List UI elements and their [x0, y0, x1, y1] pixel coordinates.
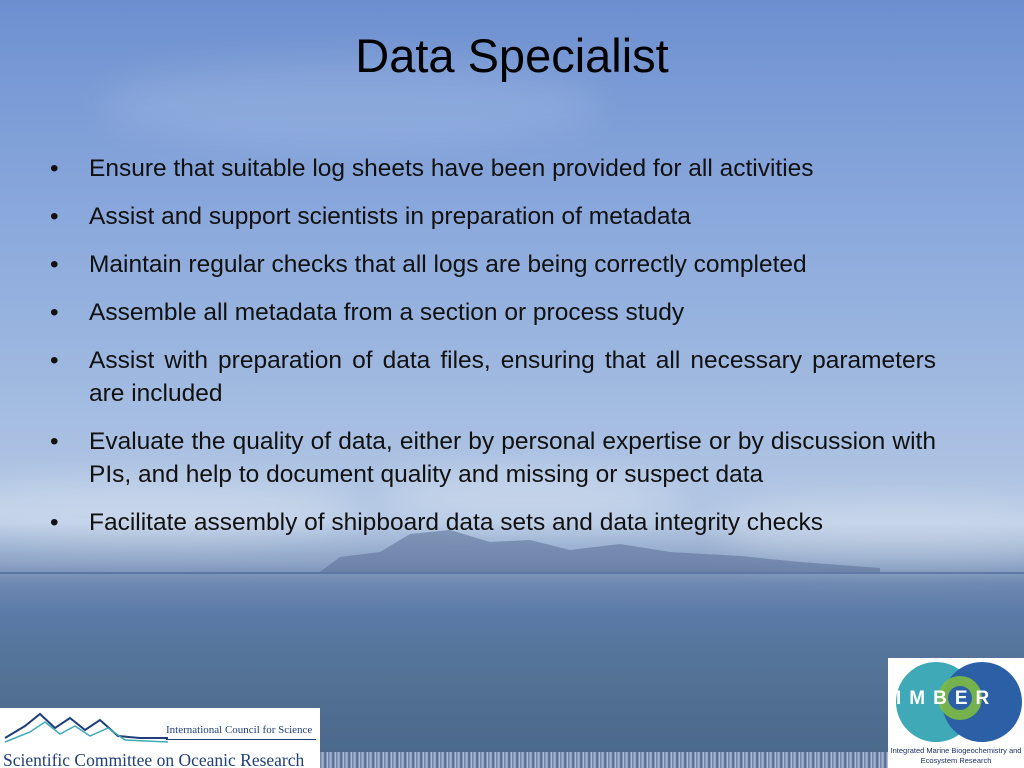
imber-letters: IMBER [896, 688, 998, 709]
bullet-dot: • [50, 203, 59, 230]
bullet-item [46, 344, 936, 410]
bullet-dot: • [50, 155, 59, 182]
scor-label: Scientific Committee on Oceanic Research [3, 750, 305, 768]
bullet-item [46, 152, 936, 185]
bullet-item [46, 506, 936, 539]
footer-strip [320, 752, 888, 768]
imber-logo [888, 658, 1024, 768]
bullet-dot: • [50, 251, 59, 278]
bullet-item [46, 296, 936, 329]
logo-divider [166, 739, 316, 740]
bullet-dot: • [50, 347, 59, 374]
bullet-dot: • [50, 428, 59, 455]
bullet-text: Assist and support scientists in preparation of metadata [89, 203, 691, 230]
mountain-wave-icon [0, 708, 170, 748]
bullet-item [46, 425, 936, 491]
horizon-line [0, 572, 1024, 574]
bullet-text: Ensure that suitable log sheets have been provided for all activities [89, 155, 814, 182]
imber-caption: Ecosystem Research [920, 756, 992, 765]
bullet-text: Assemble all metadata from a section or process study [89, 299, 685, 326]
scor-logo [0, 708, 320, 768]
bullet-item [46, 248, 936, 281]
icsu-label: International Council for Science [166, 724, 313, 736]
bullet-text: Maintain regular checks that all logs are being correctly completed [89, 251, 807, 278]
bullet-text: Assist with preparation of data files, ensuring that all necessary parameters are included [89, 347, 936, 407]
slide-title: Data Specialist [355, 29, 669, 82]
bullet-list [46, 152, 936, 554]
bullet-text: Evaluate the quality of data, either by personal expertise or by discussion with PIs, and help to document quality and missing or suspect data [89, 428, 936, 488]
bullet-dot: • [50, 299, 59, 326]
imber-caption: Integrated Marine Biogeochemistry and [890, 746, 1022, 755]
bullet-item [46, 200, 936, 233]
bullet-dot: • [50, 509, 59, 536]
bullet-text: Facilitate assembly of shipboard data sets and data integrity checks [89, 509, 824, 536]
